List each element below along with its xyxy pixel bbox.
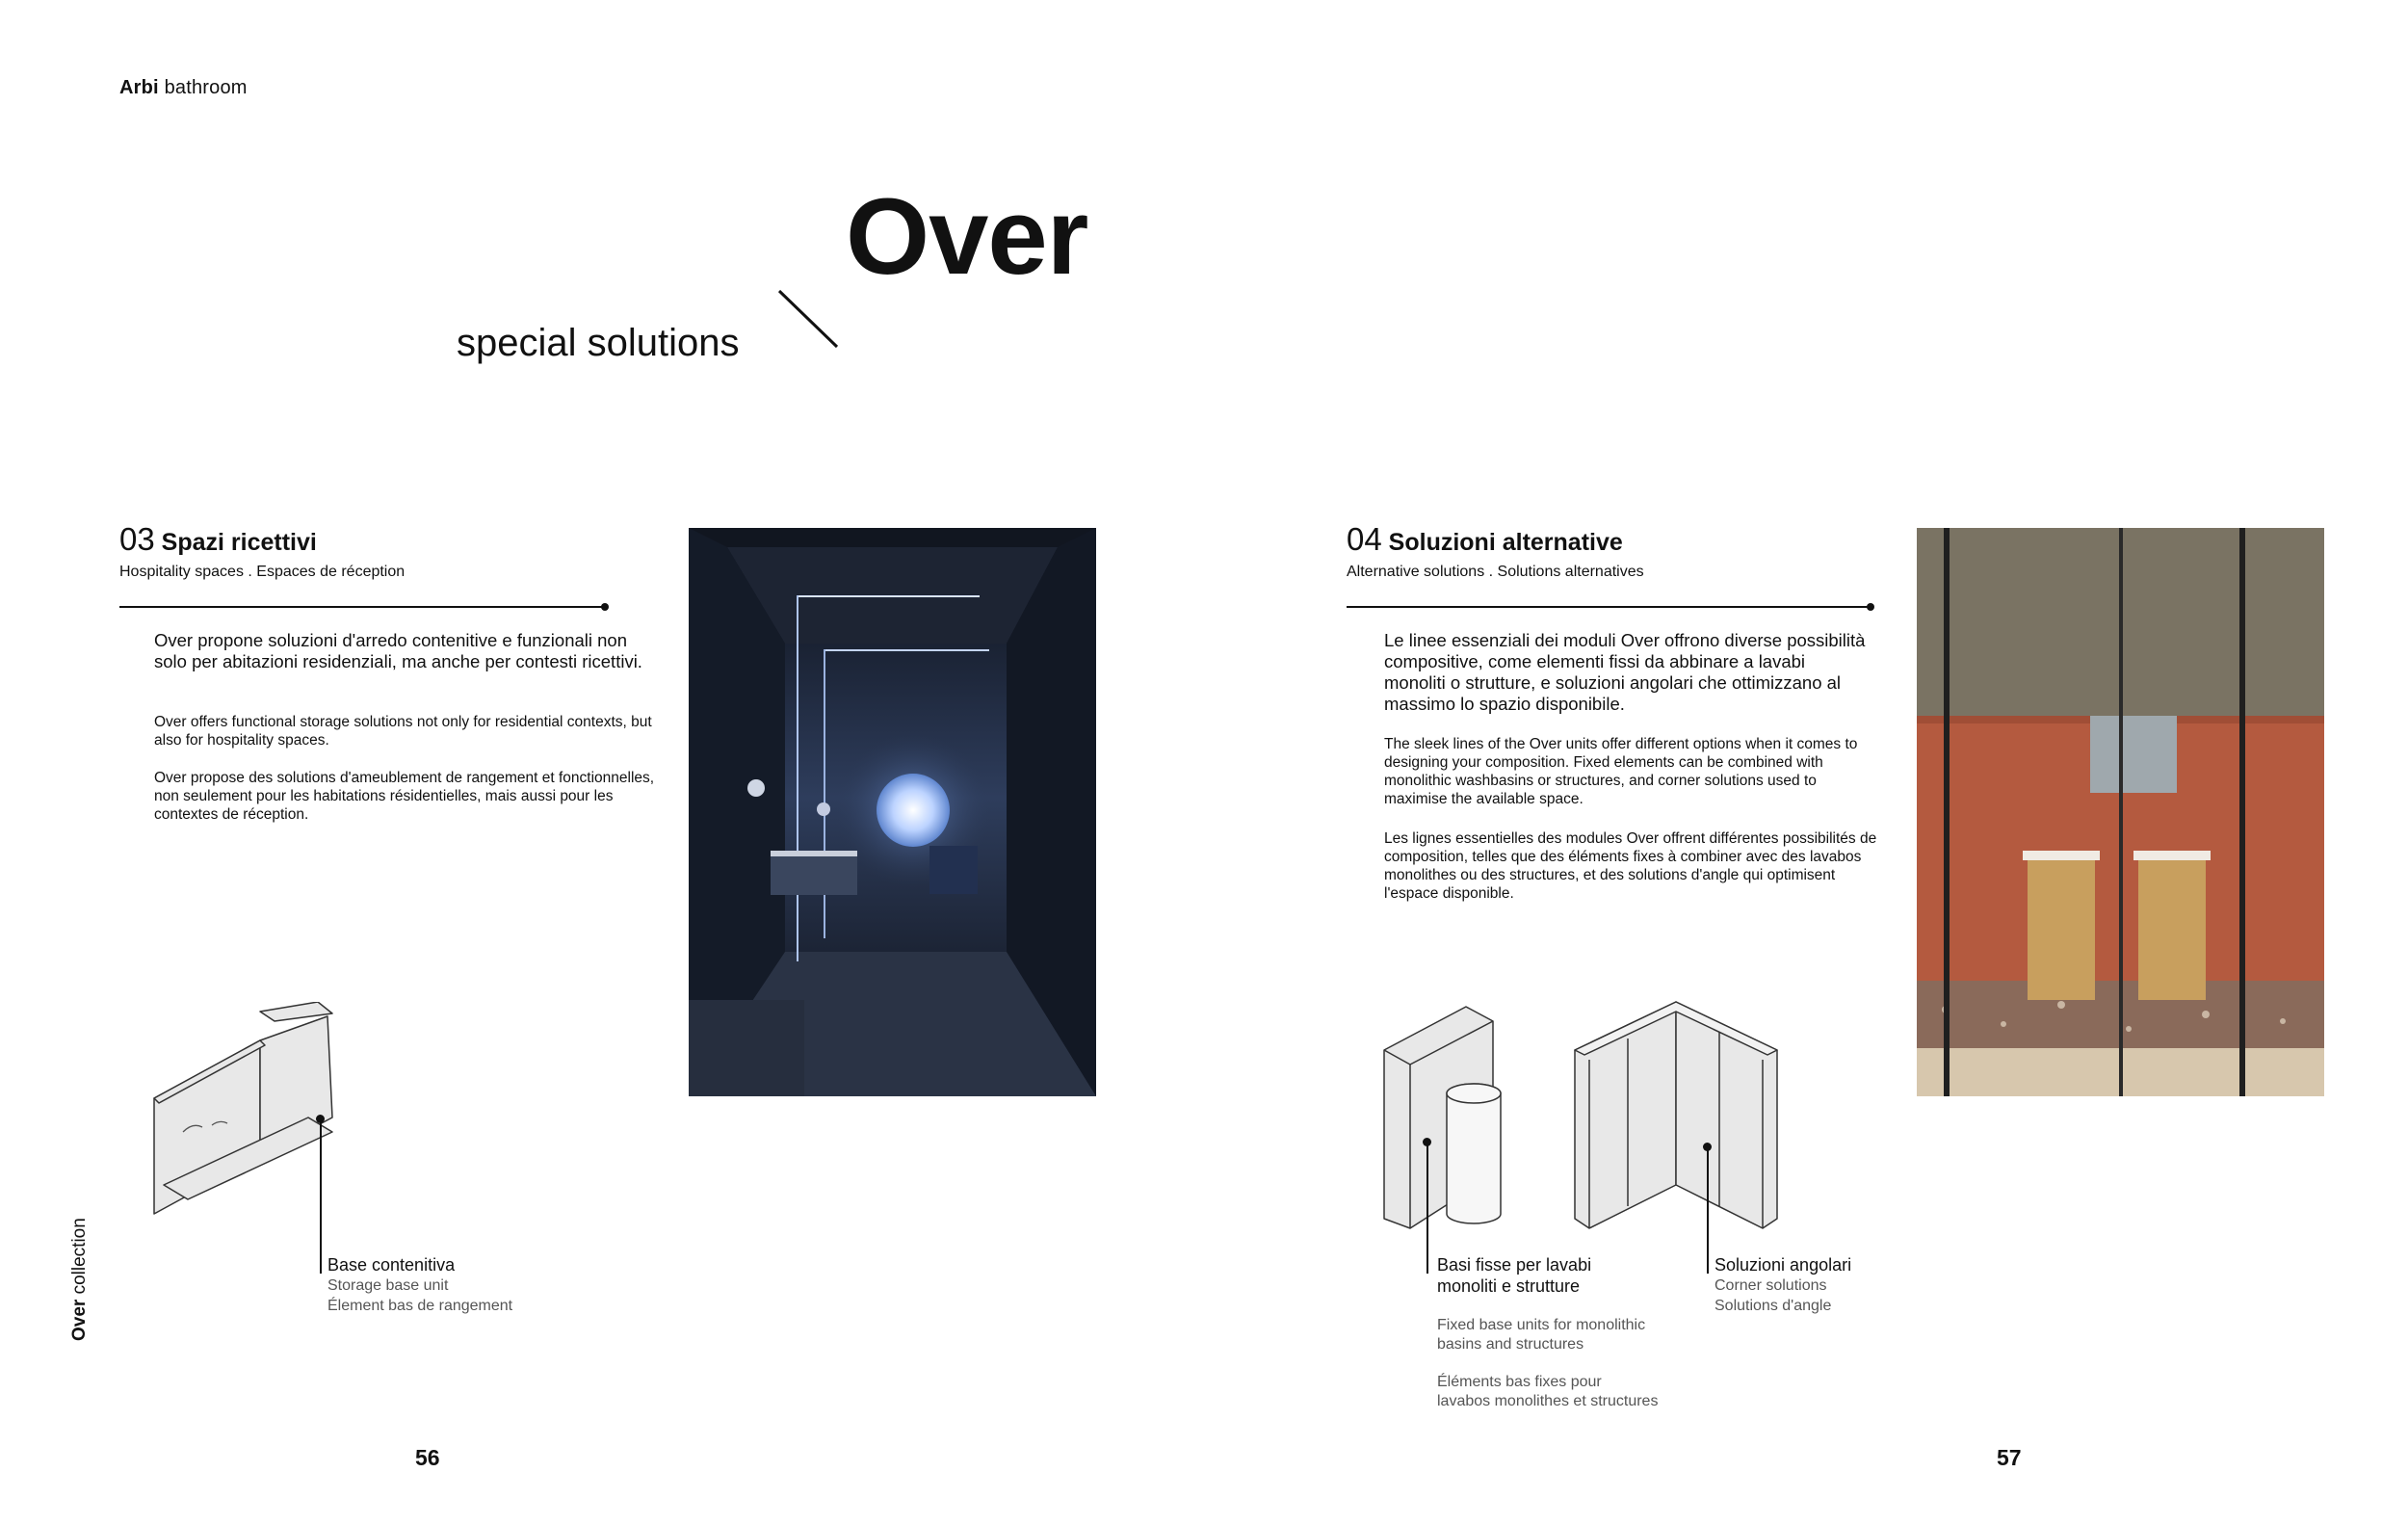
section-04-subtitle: Alternative solutions . Solutions alternatives — [1347, 564, 1644, 580]
fixed-base-caption-dot — [1423, 1138, 1431, 1146]
section-04-heading — [1347, 523, 1623, 555]
section-04-text-en: The sleek lines of the Over units offer different options when it comes to designing your composition. Fixed elements can be combined with monolithic washbasins or structures, and corner solutions used to maximise the available space. — [1384, 736, 1858, 807]
section-03-name: Spazi ricettivi — [161, 529, 317, 556]
brand-name: Arbi — [119, 77, 159, 98]
section-04-name: Soluzioni alternative — [1388, 529, 1623, 556]
fixed-base-illustration — [1379, 1002, 1505, 1233]
twin-basin-photo — [1917, 528, 2324, 1096]
storage-caption-fr: Élement bas de rangement — [327, 1298, 513, 1314]
title-slash-divider — [775, 287, 843, 353]
corner-caption-leader — [1707, 1146, 1709, 1274]
corner-caption-en: Corner solutions — [1714, 1277, 1827, 1294]
section-04-text-it: Le linee essenziali dei moduli Over offrono diverse possibilità compositive, come elementi fissi da abbinare a lavabi monoliti o strutture, e soluzioni angolari che ottimizzano al massimo lo spazio disponibile. — [1384, 630, 1866, 714]
section-03-rule — [119, 606, 606, 608]
corner-solution-illustration — [1570, 992, 1782, 1233]
section-03-heading — [119, 523, 317, 555]
section-04-rule — [1347, 606, 1871, 608]
hospitality-corridor-photo — [689, 528, 1096, 1096]
section-03-text-fr: Over propose des solutions d'ameublement de rangement et fonctionnelles, non seulement pour les habitations résidentielles, mais aussi pour les contextes de réception. — [154, 770, 655, 823]
storage-caption-main: Base contenitiva — [327, 1255, 456, 1275]
section-04-number: 04 — [1347, 521, 1382, 557]
storage-caption-leader — [320, 1119, 322, 1274]
fixed-base-caption-fr: Éléments bas fixes pour lavabos monolithes et structures — [1437, 1374, 1659, 1409]
storage-base-unit-illustration — [144, 1002, 347, 1252]
corner-caption-fr: Solutions d'angle — [1714, 1298, 1832, 1314]
corner-caption-dot — [1703, 1143, 1712, 1151]
storage-caption-en: Storage base unit — [327, 1277, 449, 1294]
section-04-text-fr: Les lignes essentielles des modules Over offrent différentes possibilités de composition, telles que des éléments fixes à combiner avec des lavabos monolithes ou des structures, et des solutions d'angle qui optimisent l'espace disponible. — [1384, 830, 1877, 902]
brand-label — [119, 77, 248, 99]
fixed-base-caption-en: Fixed base units for monolithic basins and structures — [1437, 1317, 1646, 1353]
section-03-text-en: Over offers functional storage solutions not only for residential contexts, but also for hospitality spaces. — [154, 714, 652, 749]
collection-side-label — [69, 1218, 91, 1341]
page-number-right: 57 — [1997, 1445, 2022, 1470]
section-03-subtitle: Hospitality spaces . Espaces de réception — [119, 564, 406, 580]
page-subtitle: special solutions — [457, 322, 740, 364]
corner-caption-main: Soluzioni angolari — [1714, 1255, 1852, 1275]
page-number-left: 56 — [415, 1445, 440, 1470]
brand-suffix: bathroom — [158, 77, 248, 98]
section-03-number: 03 — [119, 521, 155, 557]
collection-name: Over — [69, 1299, 90, 1341]
fixed-base-caption-leader — [1426, 1142, 1428, 1274]
collection-suffix: collection — [69, 1218, 90, 1300]
storage-caption-dot — [316, 1115, 325, 1123]
section-03-text-it: Over propone soluzioni d'arredo contenitive e funzionali non solo per abitazioni residenziali, ma anche per contesti ricettivi. — [154, 630, 642, 671]
fixed-base-caption-main: Basi fisse per lavabi monoliti e strutture — [1437, 1255, 1592, 1296]
page-title: Over — [846, 176, 1088, 297]
